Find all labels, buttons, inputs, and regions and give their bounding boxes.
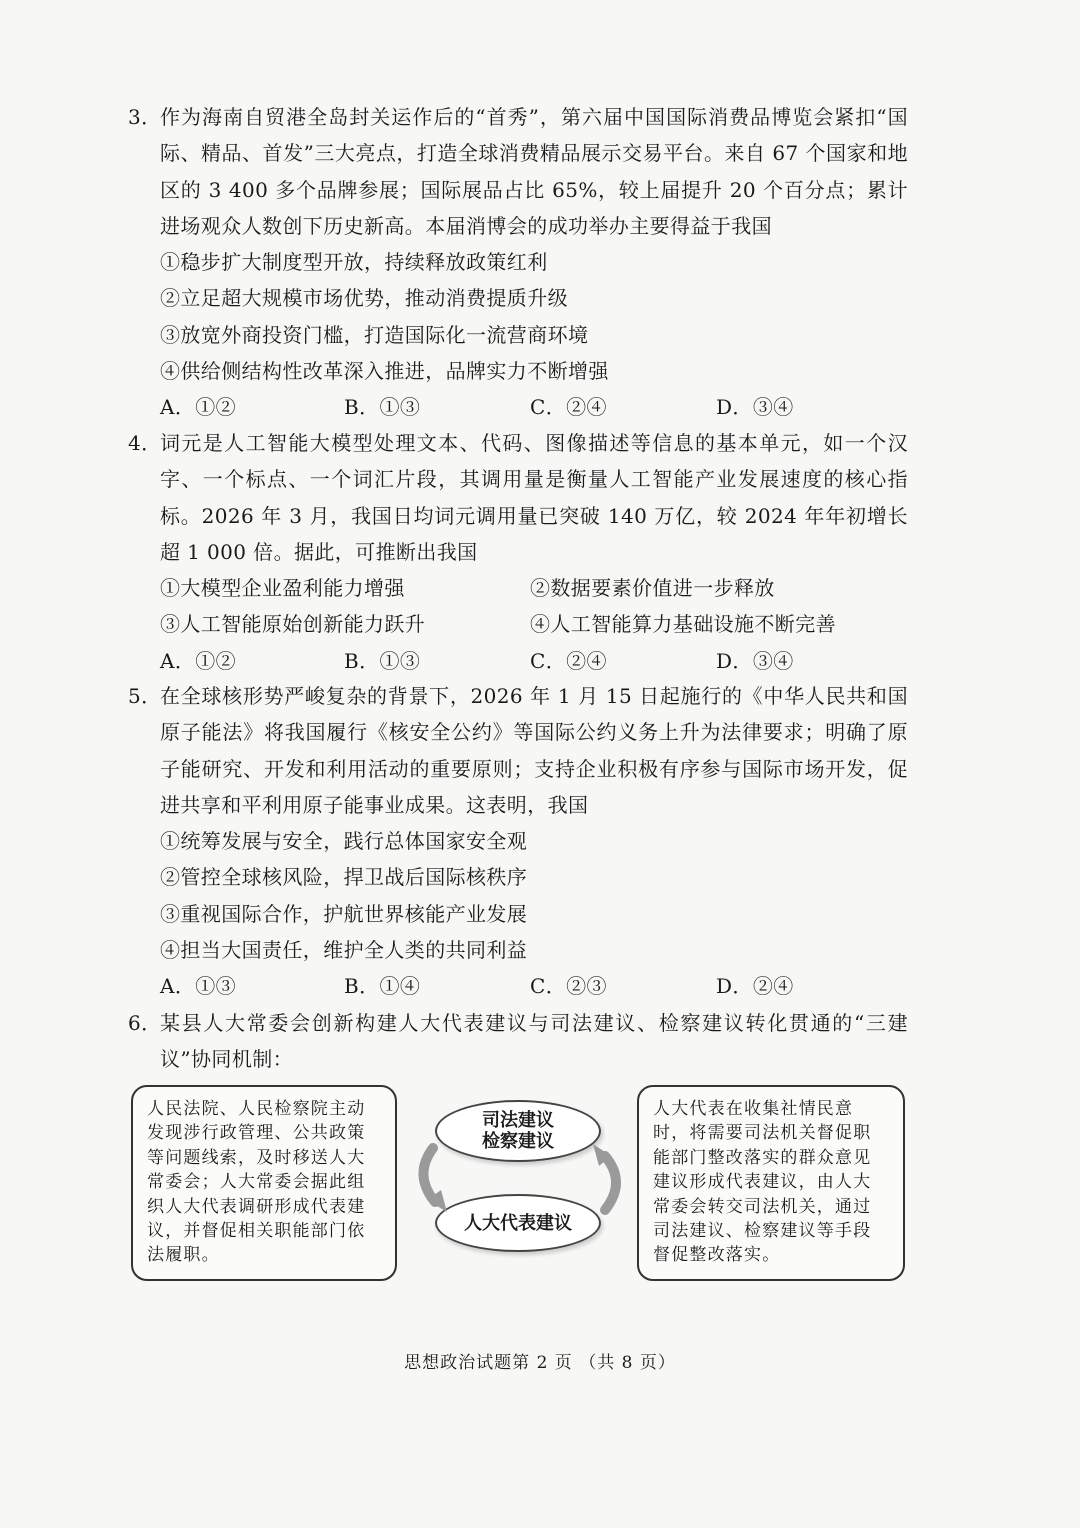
answer-choices [160, 968, 908, 1004]
statement-item: ③重视国际合作，护航世界核能产业发展 [160, 901, 528, 926]
statement-item: ②立足超大规模市场优势，推动消费提质升级 [160, 286, 568, 311]
cycle-arrows [405, 1140, 635, 1220]
statement-item: ④人工智能算力基础设施不断完善 [530, 612, 836, 637]
left-description-box: 人民法院、人民检察院主动发现涉行政管理、公共政策等问题线索，及时移送人大常委会；人大常委会据此组织人大代表调研形成代表建议，并督促相关职能部门依法履职。 [131, 1085, 397, 1281]
choice-a[interactable]: A．①② [160, 395, 237, 420]
question-number: 5． [128, 684, 162, 708]
statement-item: ①大模型企业盈利能力增强 [160, 576, 405, 601]
question-stem: 在全球核形势严峻复杂的背景下，2026 年 1 月 15 日起施行的《中华人民共和国原子能法》将我国履行《核安全公约》等国际公约义务上升为法律要求；明确了原子能研究、开发和利用活动的重要原则；支持企业积极有序参与国际市场开发，促进共享和平利用原子能事业成果。这表明，我国 [160, 684, 908, 817]
question-3 [128, 99, 908, 426]
question-number: 4． [128, 431, 162, 455]
ellipse-label: 检察建议 [482, 1131, 554, 1152]
choice-c[interactable]: C．②④ [530, 395, 607, 420]
choice-b[interactable]: B．①④ [344, 974, 421, 999]
question-stem: 某县人大常委会创新构建人大代表建议与司法建议、检察建议转化贯通的“三建议”协同机制： [160, 1011, 908, 1072]
answer-choices [160, 643, 908, 679]
question-4 [128, 425, 908, 679]
question-6 [128, 1005, 908, 1078]
left-curved-arrow-icon [423, 1148, 447, 1212]
choice-c[interactable]: C．②③ [530, 974, 607, 999]
answer-choices [160, 389, 908, 425]
statement-item: ③放宽外商投资门槛，打造国际化一流营商环境 [160, 322, 589, 347]
statement-row [160, 570, 908, 606]
ellipse-label: 人大代表建议 [464, 1212, 572, 1234]
statement-row [160, 606, 908, 642]
choice-a[interactable]: A．①③ [160, 974, 237, 999]
right-description-box: 人大代表在收集社情民意时，将需要司法机关督促职能部门整改落实的群众意见建议形成代表建议，由人大常委会转交司法机关，通过司法建议、检察建议等手段督促整改落实。 [637, 1085, 905, 1281]
statement-item: ②数据要素价值进一步释放 [530, 576, 775, 601]
choice-d[interactable]: D．②④ [716, 974, 794, 999]
choice-d[interactable]: D．③④ [716, 648, 794, 673]
question-number: 3． [128, 105, 162, 129]
question-number: 6． [128, 1011, 162, 1035]
right-curved-arrow-icon [593, 1144, 616, 1210]
statement-item: ④担当大国责任，维护全人类的共同利益 [160, 938, 528, 963]
page-footer: 思想政治试题第 2 页 （共 8 页） [404, 1353, 676, 1373]
statement-item: ②管控全球核风险，捍卫战后国际核秩序 [160, 865, 528, 890]
choice-a[interactable]: A．①② [160, 648, 237, 673]
question-5 [128, 678, 908, 1005]
choice-b[interactable]: B．①③ [344, 648, 421, 673]
statement-item: ①统筹发展与安全，践行总体国家安全观 [160, 829, 528, 854]
question-stem: 词元是人工智能大模型处理文本、代码、图像描述等信息的基本单元，如一个汉字、一个标点、一个词汇片段，其调用量是衡量人工智能产业发展速度的核心指标。2026 年 3 月，我国日均词元调用量已突破 140 万亿，较 2024 年年初增长超 1 000 倍。据此，可推断出我国 [160, 431, 908, 564]
statement-item: ④供给侧结构性改革深入推进，品牌实力不断增强 [160, 359, 609, 384]
statement-item: ③人工智能原始创新能力跃升 [160, 612, 426, 637]
choice-b[interactable]: B．①③ [344, 395, 421, 420]
statement-item: ①稳步扩大制度型开放，持续释放政策红利 [160, 250, 548, 275]
question-stem: 作为海南自贸港全岛封关运作后的“首秀”，第六届中国国际消费品博览会紧扣“国际、精品、首发”三大亮点，打造全球消费精品展示交易平台。来自 67 个国家和地区的 3 400 多个品牌参展；国际展品占比 65%，较上届提升 20 个百分点；累计进场观众人数创下历史新高。本届消博会的成功举办主要得益于我国 [160, 105, 908, 238]
choice-c[interactable]: C．②④ [530, 648, 607, 673]
choice-d[interactable]: D．③④ [716, 395, 794, 420]
ellipse-label: 司法建议 [482, 1110, 554, 1131]
